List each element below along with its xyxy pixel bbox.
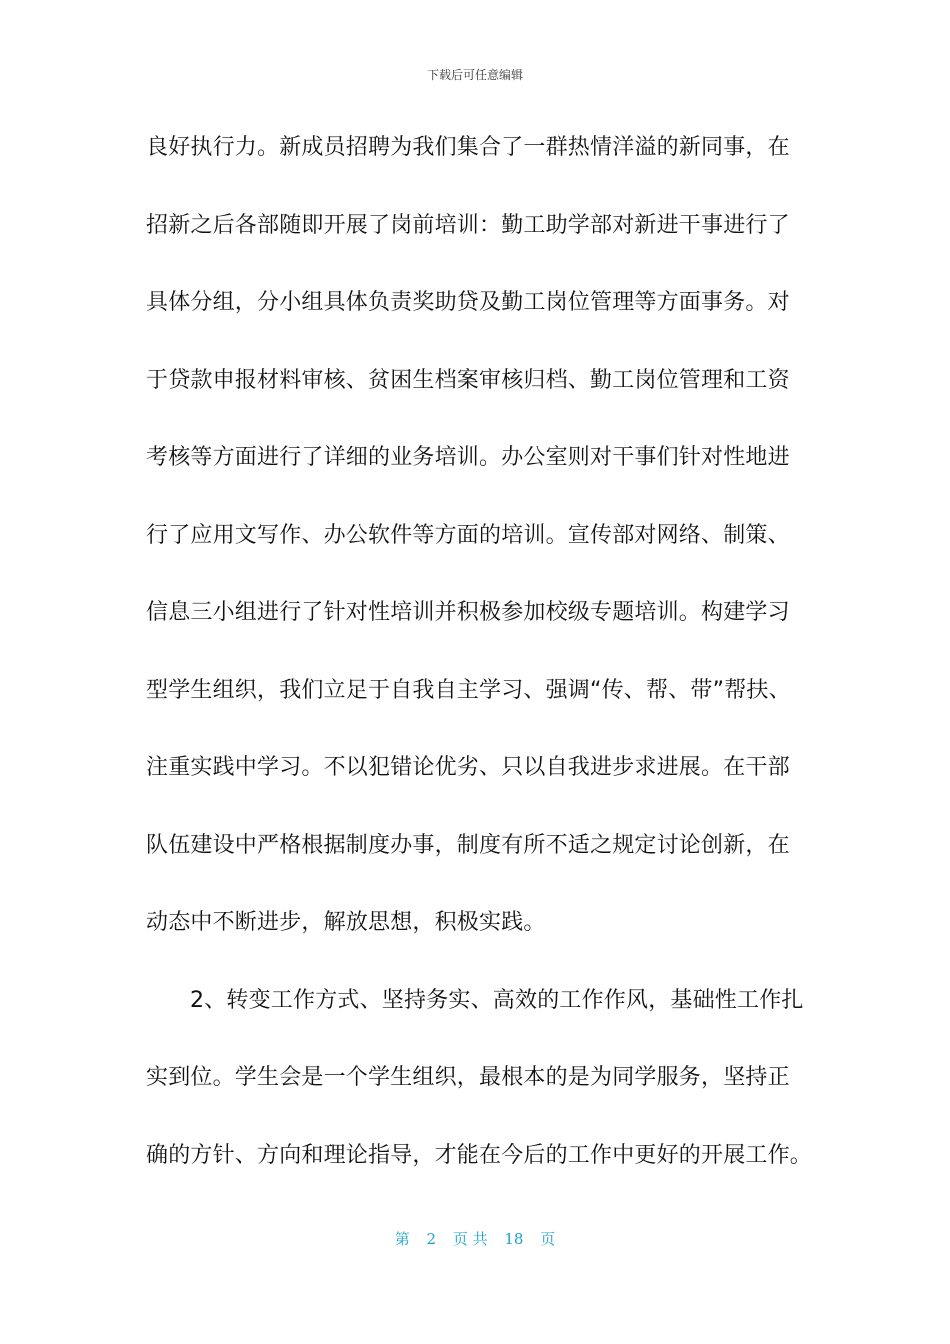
body-line: 于贷款申报材料审核、贫困生档案审核归档、勤工岗位管理和工资 [146, 367, 790, 393]
body-line: 实到位。学生会是一个学生组织，最根本的是为同学服务，坚持正 [146, 1065, 790, 1090]
document-body [146, 125, 816, 1210]
body-line: 确的方针、方向和理论指导，才能在今后的工作中更好的开展工作。 [146, 1142, 813, 1168]
body-line: 型学生组织，我们立足于自我自主学习、强调“传、帮、带”帮扶、 [146, 677, 791, 703]
body-line: 招新之后各部随即开展了岗前培训：勤工助学部对新进干事进行了 [146, 212, 790, 238]
page-header: 下载后可任意编辑 [426, 68, 523, 82]
body-line: 行了应用文写作、办公软件等方面的培训。宣传部对网络、制策、 [146, 522, 790, 548]
paragraph-start-line: 2、转变工作方式、坚持务实、高效的工作作风，基础性工作扎 [190, 987, 804, 1013]
body-line: 良好执行力。新成员招聘为我们集合了一群热情洋溢的新同事，在 [146, 135, 790, 160]
footer-suffix: 页 [540, 1230, 556, 1248]
body-line: 队伍建设中严格根据制度办事，制度有所不适之规定讨论创新，在 [146, 832, 790, 858]
footer-middle: 页 共 [452, 1230, 488, 1248]
body-line: 注重实践中学习。不以犯错论优劣、只以自我进步求进展。在干部 [146, 755, 790, 780]
body-line: 考核等方面进行了详细的业务培训。办公室则对干事们针对性地进 [146, 445, 790, 470]
body-line: 信息三小组进行了针对性培训并积极参加校级专题培训。构建学习 [146, 600, 790, 625]
footer-total-pages: 18 [504, 1230, 524, 1248]
body-line: 具体分组，分小组具体负责奖助贷及勤工岗位管理等方面事务。对 [146, 290, 790, 315]
page-footer [0, 1228, 950, 1249]
footer-prefix: 第 [394, 1230, 410, 1248]
footer-page-number: 2 [426, 1230, 437, 1248]
body-line: 动态中不断进步，解放思想，积极实践。 [146, 910, 546, 935]
